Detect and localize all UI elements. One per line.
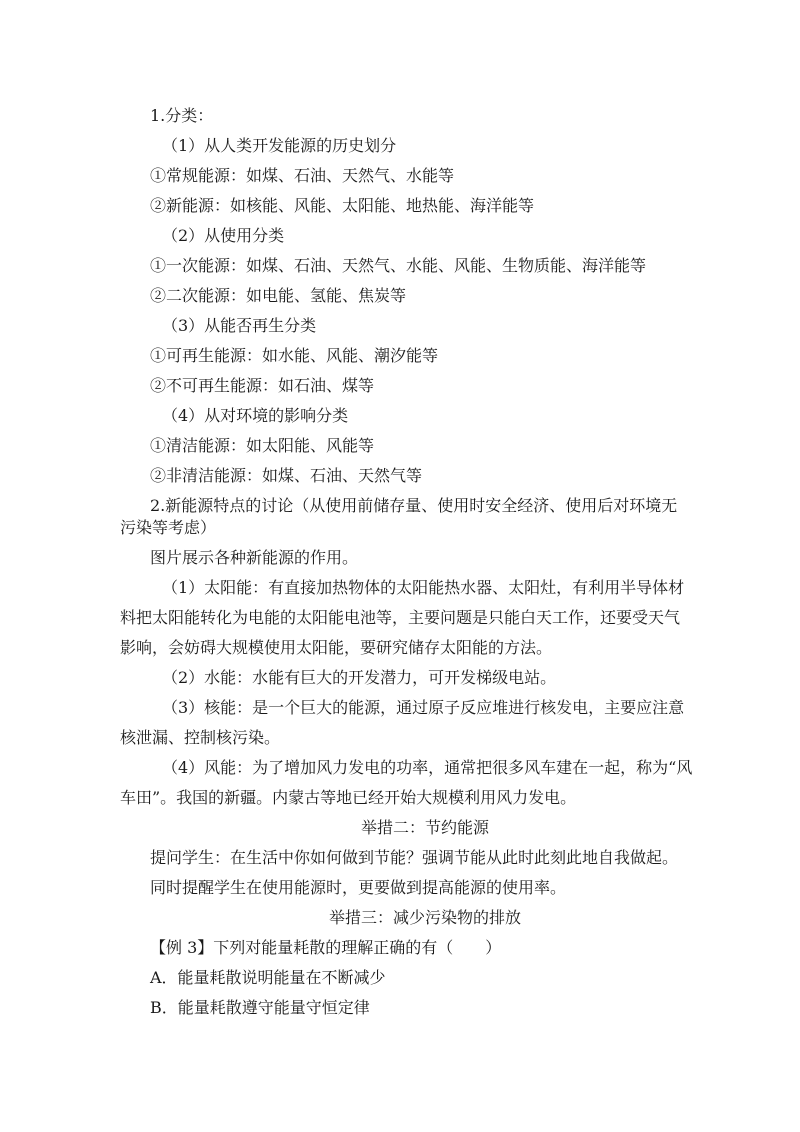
measure-heading-save-energy: 举措二：节约能源 bbox=[360, 818, 489, 837]
text-line: 污染等考虑） bbox=[120, 518, 217, 537]
text-line: ①常规能源：如煤、石油、天然气、水能等 bbox=[150, 166, 455, 185]
text-line: ②二次能源：如电能、氢能、焦炭等 bbox=[150, 286, 407, 305]
text-line: 影响，会妨碍大规模使用太阳能，要研究储存太阳能的方法。 bbox=[120, 638, 553, 657]
subheading-renewable: （3）从能否再生分类 bbox=[162, 316, 317, 335]
paragraph-hydro: （2）水能：水能有巨大的开发潜力，可开发梯级电站。 bbox=[162, 668, 557, 687]
text-line: 图片展示各种新能源的作用。 bbox=[150, 548, 359, 567]
option-a: A．能量耗散说明能量在不断减少 bbox=[150, 968, 386, 987]
section-heading-classification: 1.分类： bbox=[150, 106, 214, 125]
example-question: 【例 3】下列对能量耗散的理解正确的有（ ） bbox=[150, 938, 502, 957]
text-line: ②新能源：如核能、风能、太阳能、地热能、海洋能等 bbox=[150, 196, 535, 215]
paragraph-solar: （1）太阳能：有直接加热物体的太阳能热水器、太阳灶，有利用半导体材 bbox=[162, 578, 685, 597]
text-line: 提问学生：在生活中你如何做到节能？强调节能从此时此刻此地自我做起。 bbox=[150, 848, 679, 867]
subheading-history: （1）从人类开发能源的历史划分 bbox=[162, 136, 397, 155]
option-b: B．能量耗散遵守能量守恒定律 bbox=[150, 998, 370, 1017]
text-line: 核泄漏、控制核污染。 bbox=[120, 728, 281, 747]
text-line: ①一次能源：如煤、石油、天然气、水能、风能、生物质能、海洋能等 bbox=[150, 256, 647, 275]
subheading-environment: （4）从对环境的影响分类 bbox=[162, 406, 349, 425]
paragraph-nuclear: （3）核能：是一个巨大的能源，通过原子反应堆进行核发电，主要应注意 bbox=[162, 698, 685, 717]
text-line: ①可再生能源：如水能、风能、潮汐能等 bbox=[150, 346, 439, 365]
text-line: 同时提醒学生在使用能源时，更要做到提高能源的使用率。 bbox=[150, 878, 567, 897]
measure-heading-reduce-pollution: 举措三：减少污染物的排放 bbox=[328, 908, 521, 927]
text-line: ②非清洁能源：如煤、石油、天然气等 bbox=[150, 466, 423, 485]
paragraph-wind: （4）风能：为了增加风力发电的功率，通常把很多风车建在一起，称为“风 bbox=[162, 758, 693, 777]
text-line: 料把太阳能转化为电能的太阳能电池等，主要问题是只能白天工作，还要受天气 bbox=[120, 608, 681, 627]
subheading-usage: （2）从使用分类 bbox=[162, 226, 285, 245]
text-line: ②不可再生能源：如石油、煤等 bbox=[150, 376, 375, 395]
section-heading-discussion: 2.新能源特点的讨论（从使用前储存量、使用时安全经济、使用后对环境无 bbox=[150, 496, 678, 515]
text-line: ①清洁能源：如太阳能、风能等 bbox=[150, 436, 375, 455]
text-line: 车田”。我国的新疆。内蒙古等地已经开始大规模利用风力发电。 bbox=[120, 788, 577, 807]
